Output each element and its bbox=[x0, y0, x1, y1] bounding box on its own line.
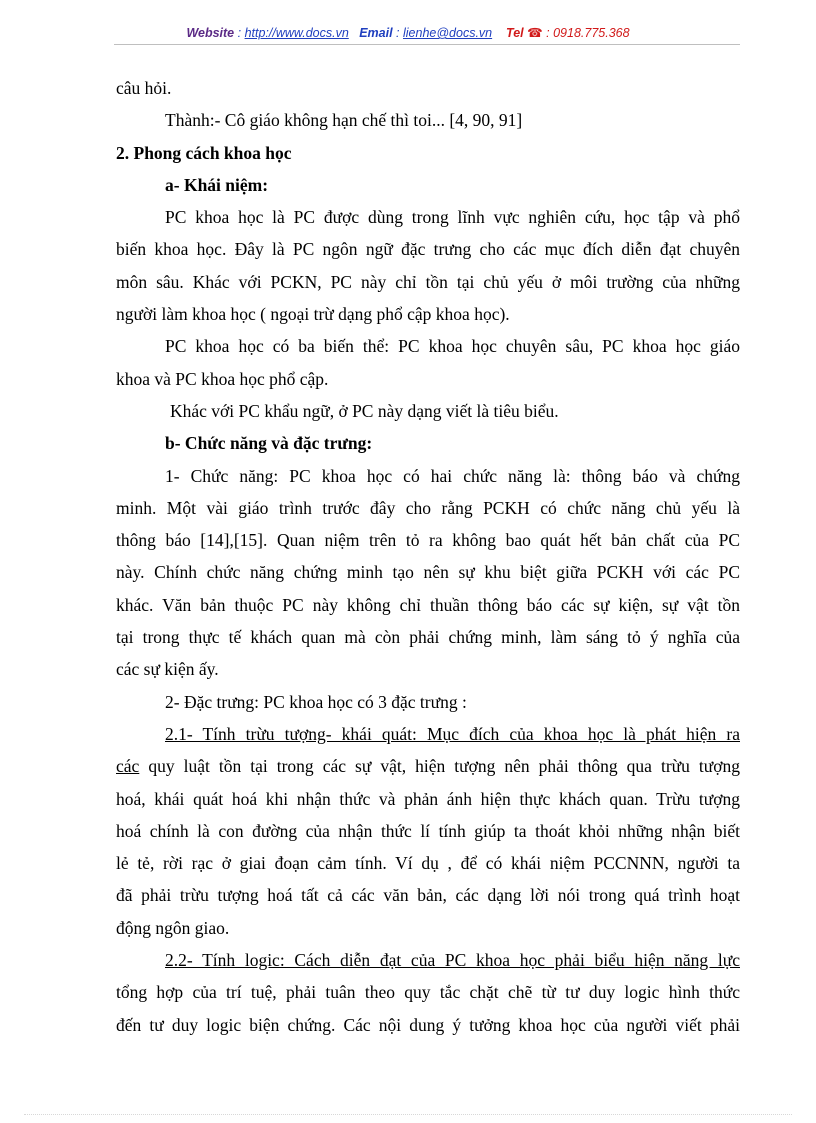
text-line: môn sâu. Khác với PCKN, PC này chỉ tồn tại chủ yếu ở môi trường của những bbox=[116, 271, 740, 292]
website-label: Website bbox=[186, 26, 235, 40]
text-line: tại trong thực tế khách quan mà còn phải chứng minh, làm sáng tỏ ý nghĩa của bbox=[116, 627, 740, 648]
tel-separator: : bbox=[542, 26, 554, 40]
text-line: khác. Văn bản thuộc PC này không chỉ thuần thông báo các sự kiện, sự vật tồn bbox=[116, 594, 740, 615]
text-line: Thành:- Cô giáo không hạn chế thì toi... [4, 90, 91] bbox=[165, 110, 523, 131]
email-link[interactable]: lienhe@docs.vn bbox=[402, 26, 493, 40]
text-line: 2- Đặc trưng: PC khoa học có 3 đặc trưng : bbox=[165, 691, 467, 712]
text-line: minh. Một vài giáo trình trước đây cho rằng PCKH có chức năng chủ yếu là bbox=[116, 497, 740, 518]
email-separator: : bbox=[392, 26, 403, 40]
text-span: quy luật tồn tại trong các sự vật, hiện tượng nên phải thông qua trừu tượng bbox=[139, 756, 740, 777]
subsection-heading: b- Chức năng và đặc trưng: bbox=[165, 433, 373, 454]
page-bottom-border bbox=[24, 1114, 792, 1115]
text-line: đã phải trừu tượng hoá tất cả các văn bản, các dạng lời nói trong quá trình hoạt bbox=[116, 885, 740, 906]
text-line: thông báo [14],[15]. Quan niệm trên tỏ ra không bao quát hết bản chất của PC bbox=[116, 530, 740, 551]
website-link[interactable]: http://www.docs.vn bbox=[244, 26, 349, 40]
text-line: các sự kiện ấy. bbox=[116, 659, 219, 680]
text-line-underlined: 2.1- Tính trừu tượng- khái quát: Mục đích của khoa học là phát hiện ra bbox=[165, 723, 740, 744]
text-line: đến tư duy logic biện chứng. Các nội dung ý tưởng khoa học của người viết phải bbox=[116, 1014, 740, 1035]
text-line: khoa và PC khoa học phổ cập. bbox=[116, 368, 329, 389]
text-line: 1- Chức năng: PC khoa học có hai chức năng là: thông báo và chứng bbox=[165, 465, 740, 486]
text-line: lẻ tẻ, rời rạc ở giai đoạn cảm tính. Ví dụ , để có khái niệm PCCNNN, người ta bbox=[116, 853, 740, 874]
website-separator: : bbox=[234, 26, 245, 40]
underlined-word: các bbox=[116, 756, 140, 777]
text-line: động ngôn giao. bbox=[116, 917, 230, 938]
text-line bbox=[116, 750, 740, 782]
text-line: câu hỏi. bbox=[116, 78, 172, 98]
tel-label: Tel ☎ bbox=[506, 26, 543, 40]
email-label: Email bbox=[359, 26, 393, 40]
text-line: PC khoa học có ba biến thể: PC khoa học chuyên sâu, PC khoa học giáo bbox=[165, 336, 740, 357]
document-body bbox=[116, 72, 740, 1041]
subsection-heading: a- Khái niệm: bbox=[165, 174, 269, 195]
section-heading: 2. Phong cách khoa học bbox=[116, 142, 292, 163]
text-line: hoá chính là con đường của nhận thức lí tính giúp ta thoát khỏi những nhận biết bbox=[116, 820, 740, 841]
text-line: Khác với PC khẩu ngữ, ở PC này dạng viết là tiêu biểu. bbox=[170, 400, 559, 421]
text-line: người làm khoa học ( ngoại trừ dạng phổ cập khoa học). bbox=[116, 304, 510, 325]
page-header bbox=[0, 25, 816, 40]
phone-number: 0918.775.368 bbox=[553, 26, 630, 40]
text-line-underlined: 2.2- Tính logic: Cách diễn đạt của PC khoa học phải biểu hiện năng lực bbox=[165, 950, 740, 971]
text-line: biến khoa học. Đây là PC ngôn ngữ đặc trưng cho các mục đích diễn đạt chuyên bbox=[116, 239, 740, 260]
text-line: PC khoa học là PC được dùng trong lĩnh vực nghiên cứu, học tập và phổ bbox=[165, 207, 740, 228]
header-divider bbox=[114, 44, 740, 45]
text-line: hoá, khái quát hoá khi nhận thức và phản ánh hiện thực khách quan. Trừu tượng bbox=[116, 788, 740, 809]
text-line: này. Chính chức năng chứng minh tạo nên sự khu biệt giữa PCKH với các PC bbox=[116, 562, 740, 583]
text-line: tổng hợp của trí tuệ, phải tuân theo quy tắc chặt chẽ từ tư duy logic hình thức bbox=[116, 982, 740, 1003]
